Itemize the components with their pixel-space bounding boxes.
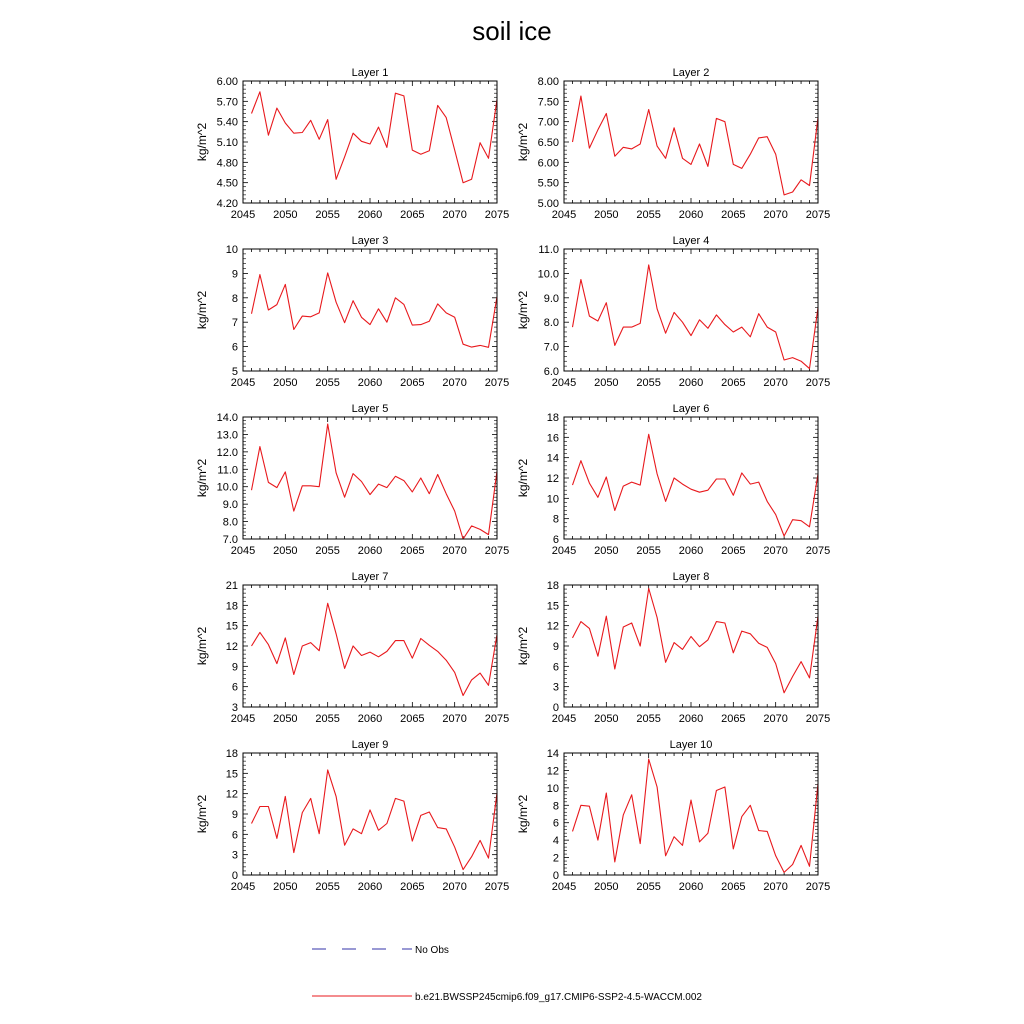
y-tick-label: 0 (231, 870, 238, 882)
panel-title: Layer 7 (351, 571, 389, 583)
y-axis-label: kg/m^2 (195, 458, 209, 498)
x-tick-label: 2050 (594, 377, 619, 389)
y-tick-label: 12.0 (216, 446, 238, 459)
x-tick-label: 2075 (805, 209, 831, 221)
y-axis-label: kg/m^2 (195, 794, 209, 834)
x-tick-label: 2070 (442, 377, 467, 389)
x-tick-label: 2050 (594, 881, 619, 893)
series-line (252, 273, 498, 347)
y-axis-label: kg/m^2 (516, 290, 530, 330)
y-tick-label: 18 (546, 412, 559, 424)
x-tick-label: 2050 (273, 545, 298, 557)
y-tick-label: 6 (231, 341, 238, 354)
x-tick-label: 2075 (805, 713, 831, 725)
x-tick-label: 2045 (230, 377, 256, 389)
x-tick-label: 2070 (442, 545, 467, 557)
y-tick-label: 11.0 (538, 244, 559, 256)
panel-7 (195, 571, 509, 725)
x-tick-label: 2065 (721, 377, 746, 389)
x-tick-label: 2045 (551, 545, 577, 557)
x-tick-label: 2060 (678, 713, 704, 725)
x-tick-label: 2060 (357, 377, 383, 389)
y-tick-label: 7.50 (537, 96, 559, 109)
y-tick-label: 8 (231, 292, 238, 305)
y-tick-label: 5.70 (216, 96, 238, 109)
y-tick-label: 5.50 (537, 177, 559, 190)
y-tick-label: 6 (552, 534, 559, 546)
x-tick-label: 2060 (357, 209, 383, 221)
panel-title: Layer 6 (672, 403, 710, 415)
legend-no-obs-label: No Obs (415, 945, 449, 956)
x-tick-label: 2065 (400, 881, 425, 893)
x-tick-label: 2065 (721, 713, 746, 725)
y-tick-label: 4.80 (216, 157, 238, 170)
chart-title: soil ice (472, 16, 552, 46)
x-tick-label: 2055 (636, 545, 661, 557)
panel-1 (195, 67, 509, 221)
y-tick-label: 6 (552, 661, 559, 674)
panel-3 (195, 235, 509, 389)
panel-title: Layer 4 (672, 235, 710, 247)
y-tick-label: 0 (552, 870, 559, 882)
x-tick-label: 2075 (484, 377, 510, 389)
y-tick-label: 12 (546, 620, 559, 633)
plot-frame (243, 585, 497, 707)
y-tick-label: 8 (552, 800, 559, 813)
y-tick-label: 4.50 (216, 177, 238, 190)
y-tick-label: 3 (231, 849, 238, 862)
y-axis-label: kg/m^2 (516, 458, 530, 498)
y-axis-label: kg/m^2 (516, 626, 530, 666)
x-tick-label: 2070 (763, 713, 788, 725)
panel-title: Layer 10 (669, 739, 713, 751)
y-tick-label: 10 (225, 244, 238, 256)
x-tick-label: 2055 (315, 545, 340, 557)
y-tick-label: 15 (546, 600, 559, 613)
x-tick-label: 2075 (805, 545, 831, 557)
y-axis-label: kg/m^2 (195, 290, 209, 330)
x-tick-label: 2065 (400, 377, 425, 389)
plot-frame (564, 249, 818, 371)
plot-frame (243, 81, 497, 203)
panel-title: Layer 9 (351, 739, 389, 751)
x-tick-label: 2060 (357, 545, 383, 557)
y-tick-label: 6 (231, 681, 238, 694)
x-tick-label: 2065 (400, 545, 425, 557)
x-tick-label: 2075 (484, 545, 510, 557)
x-tick-label: 2075 (805, 881, 831, 893)
panel-title: Layer 1 (351, 67, 389, 79)
y-tick-label: 7 (231, 317, 238, 330)
y-tick-label: 9 (231, 809, 238, 821)
x-tick-label: 2050 (594, 209, 619, 221)
x-tick-label: 2045 (230, 713, 256, 725)
y-axis-label: kg/m^2 (516, 122, 530, 162)
x-tick-label: 2055 (315, 209, 340, 221)
y-tick-label: 8.0 (222, 516, 238, 529)
x-tick-label: 2070 (763, 209, 788, 221)
y-tick-label: 5.00 (537, 198, 559, 210)
x-tick-label: 2050 (273, 881, 298, 893)
series-line (252, 92, 498, 183)
x-tick-label: 2070 (442, 209, 467, 221)
x-tick-label: 2070 (442, 881, 467, 893)
x-tick-label: 2045 (551, 881, 577, 893)
x-tick-label: 2060 (357, 713, 383, 725)
panel-2 (516, 67, 830, 221)
series-line (573, 265, 819, 369)
legend (312, 945, 702, 1003)
y-tick-label: 7.00 (537, 116, 559, 129)
x-tick-label: 2075 (484, 881, 510, 893)
x-tick-label: 2060 (678, 377, 704, 389)
y-tick-label: 8.0 (543, 317, 559, 330)
panel-4 (516, 235, 830, 389)
y-tick-label: 8 (552, 513, 559, 526)
plot-frame (243, 417, 497, 539)
x-tick-label: 2050 (594, 713, 619, 725)
x-tick-label: 2070 (763, 377, 788, 389)
y-tick-label: 2 (552, 852, 559, 865)
panel-10 (516, 739, 830, 893)
y-tick-label: 6.00 (216, 76, 238, 88)
y-tick-label: 6 (552, 817, 559, 830)
x-tick-label: 2075 (805, 377, 831, 389)
x-tick-label: 2075 (484, 713, 510, 725)
panel-9 (195, 739, 509, 893)
y-tick-label: 10 (546, 782, 559, 795)
x-tick-label: 2055 (636, 881, 661, 893)
y-tick-label: 9 (231, 268, 238, 281)
x-tick-label: 2045 (551, 713, 577, 725)
x-tick-label: 2065 (721, 209, 746, 221)
series-line (573, 434, 819, 536)
y-tick-label: 6 (231, 829, 238, 842)
x-tick-label: 2060 (678, 881, 704, 893)
panel-title: Layer 2 (672, 67, 710, 79)
x-tick-label: 2070 (442, 713, 467, 725)
y-tick-label: 3 (231, 702, 238, 714)
y-tick-label: 4.20 (216, 198, 238, 210)
y-tick-label: 12 (225, 641, 238, 653)
y-tick-label: 12 (546, 473, 559, 485)
panel-8 (516, 571, 830, 725)
y-tick-label: 10.0 (537, 268, 559, 281)
x-tick-label: 2050 (273, 377, 298, 389)
x-tick-label: 2055 (636, 377, 661, 389)
y-tick-label: 6.50 (537, 137, 559, 149)
panel-title: Layer 3 (351, 235, 389, 247)
y-axis-label: kg/m^2 (516, 794, 530, 834)
panel-5 (195, 403, 509, 557)
y-tick-label: 7.0 (543, 341, 559, 354)
x-tick-label: 2055 (315, 881, 340, 893)
y-tick-label: 14.0 (216, 412, 238, 424)
y-tick-label: 10 (546, 493, 559, 506)
y-tick-label: 0 (552, 702, 559, 714)
y-tick-label: 13.0 (216, 429, 238, 442)
y-tick-label: 18 (225, 748, 238, 760)
series-line (252, 770, 498, 870)
y-tick-label: 21 (225, 580, 238, 592)
x-tick-label: 2045 (230, 881, 256, 893)
y-tick-label: 18 (225, 600, 238, 613)
panel-title: Layer 5 (351, 403, 389, 415)
series-line (573, 96, 819, 195)
x-tick-label: 2050 (273, 713, 298, 725)
y-tick-label: 9.0 (543, 292, 559, 305)
x-tick-label: 2045 (230, 545, 256, 557)
plot-frame (564, 417, 818, 539)
y-tick-label: 4 (552, 835, 559, 848)
x-tick-label: 2055 (315, 377, 340, 389)
y-tick-label: 12 (225, 788, 238, 801)
x-tick-label: 2045 (230, 209, 256, 221)
legend-model-label: b.e21.BWSSP245cmip6.f09_g17.CMIP6-SSP2-4.5-WACCM.002 (415, 992, 702, 1003)
series-line (252, 603, 498, 695)
panel-6 (516, 403, 830, 557)
y-tick-label: 15 (225, 620, 238, 633)
y-tick-label: 6.0 (543, 366, 559, 378)
y-tick-label: 5 (231, 366, 238, 378)
y-tick-label: 6.00 (537, 157, 559, 170)
y-tick-label: 9 (231, 661, 238, 674)
x-tick-label: 2050 (273, 209, 298, 221)
y-axis-label: kg/m^2 (195, 626, 209, 666)
y-tick-label: 15 (225, 768, 238, 781)
x-tick-label: 2060 (357, 881, 383, 893)
y-tick-label: 5.10 (216, 137, 238, 149)
y-tick-label: 14 (546, 452, 559, 465)
x-tick-label: 2060 (678, 545, 704, 557)
y-tick-label: 10.0 (216, 481, 238, 494)
x-tick-label: 2045 (551, 209, 577, 221)
x-tick-label: 2075 (484, 209, 510, 221)
x-tick-label: 2060 (678, 209, 704, 221)
x-tick-label: 2055 (636, 209, 661, 221)
y-tick-label: 11.0 (217, 464, 238, 477)
x-tick-label: 2055 (315, 713, 340, 725)
x-tick-label: 2065 (721, 545, 746, 557)
y-tick-label: 14 (546, 748, 559, 760)
x-tick-label: 2055 (636, 713, 661, 725)
x-tick-label: 2045 (551, 377, 577, 389)
plot-frame (243, 249, 497, 371)
y-axis-label: kg/m^2 (195, 122, 209, 162)
y-tick-label: 5.40 (216, 116, 238, 129)
y-tick-label: 9.0 (222, 499, 238, 512)
series-line (573, 588, 819, 692)
y-tick-label: 18 (546, 580, 559, 592)
x-tick-label: 2065 (721, 881, 746, 893)
x-tick-label: 2070 (763, 881, 788, 893)
series-line (573, 759, 819, 872)
x-tick-label: 2065 (400, 209, 425, 221)
plot-frame (564, 585, 818, 707)
y-tick-label: 9 (552, 641, 559, 653)
y-tick-label: 8.00 (537, 76, 559, 88)
y-tick-label: 12 (546, 765, 559, 778)
plot-frame (564, 81, 818, 203)
x-tick-label: 2065 (400, 713, 425, 725)
x-tick-label: 2050 (594, 545, 619, 557)
plot-frame (243, 753, 497, 875)
y-tick-label: 3 (552, 681, 559, 694)
x-tick-label: 2070 (763, 545, 788, 557)
series-line (252, 424, 498, 539)
y-tick-label: 7.0 (222, 534, 238, 546)
panel-title: Layer 8 (672, 571, 710, 583)
y-tick-label: 16 (546, 432, 559, 445)
